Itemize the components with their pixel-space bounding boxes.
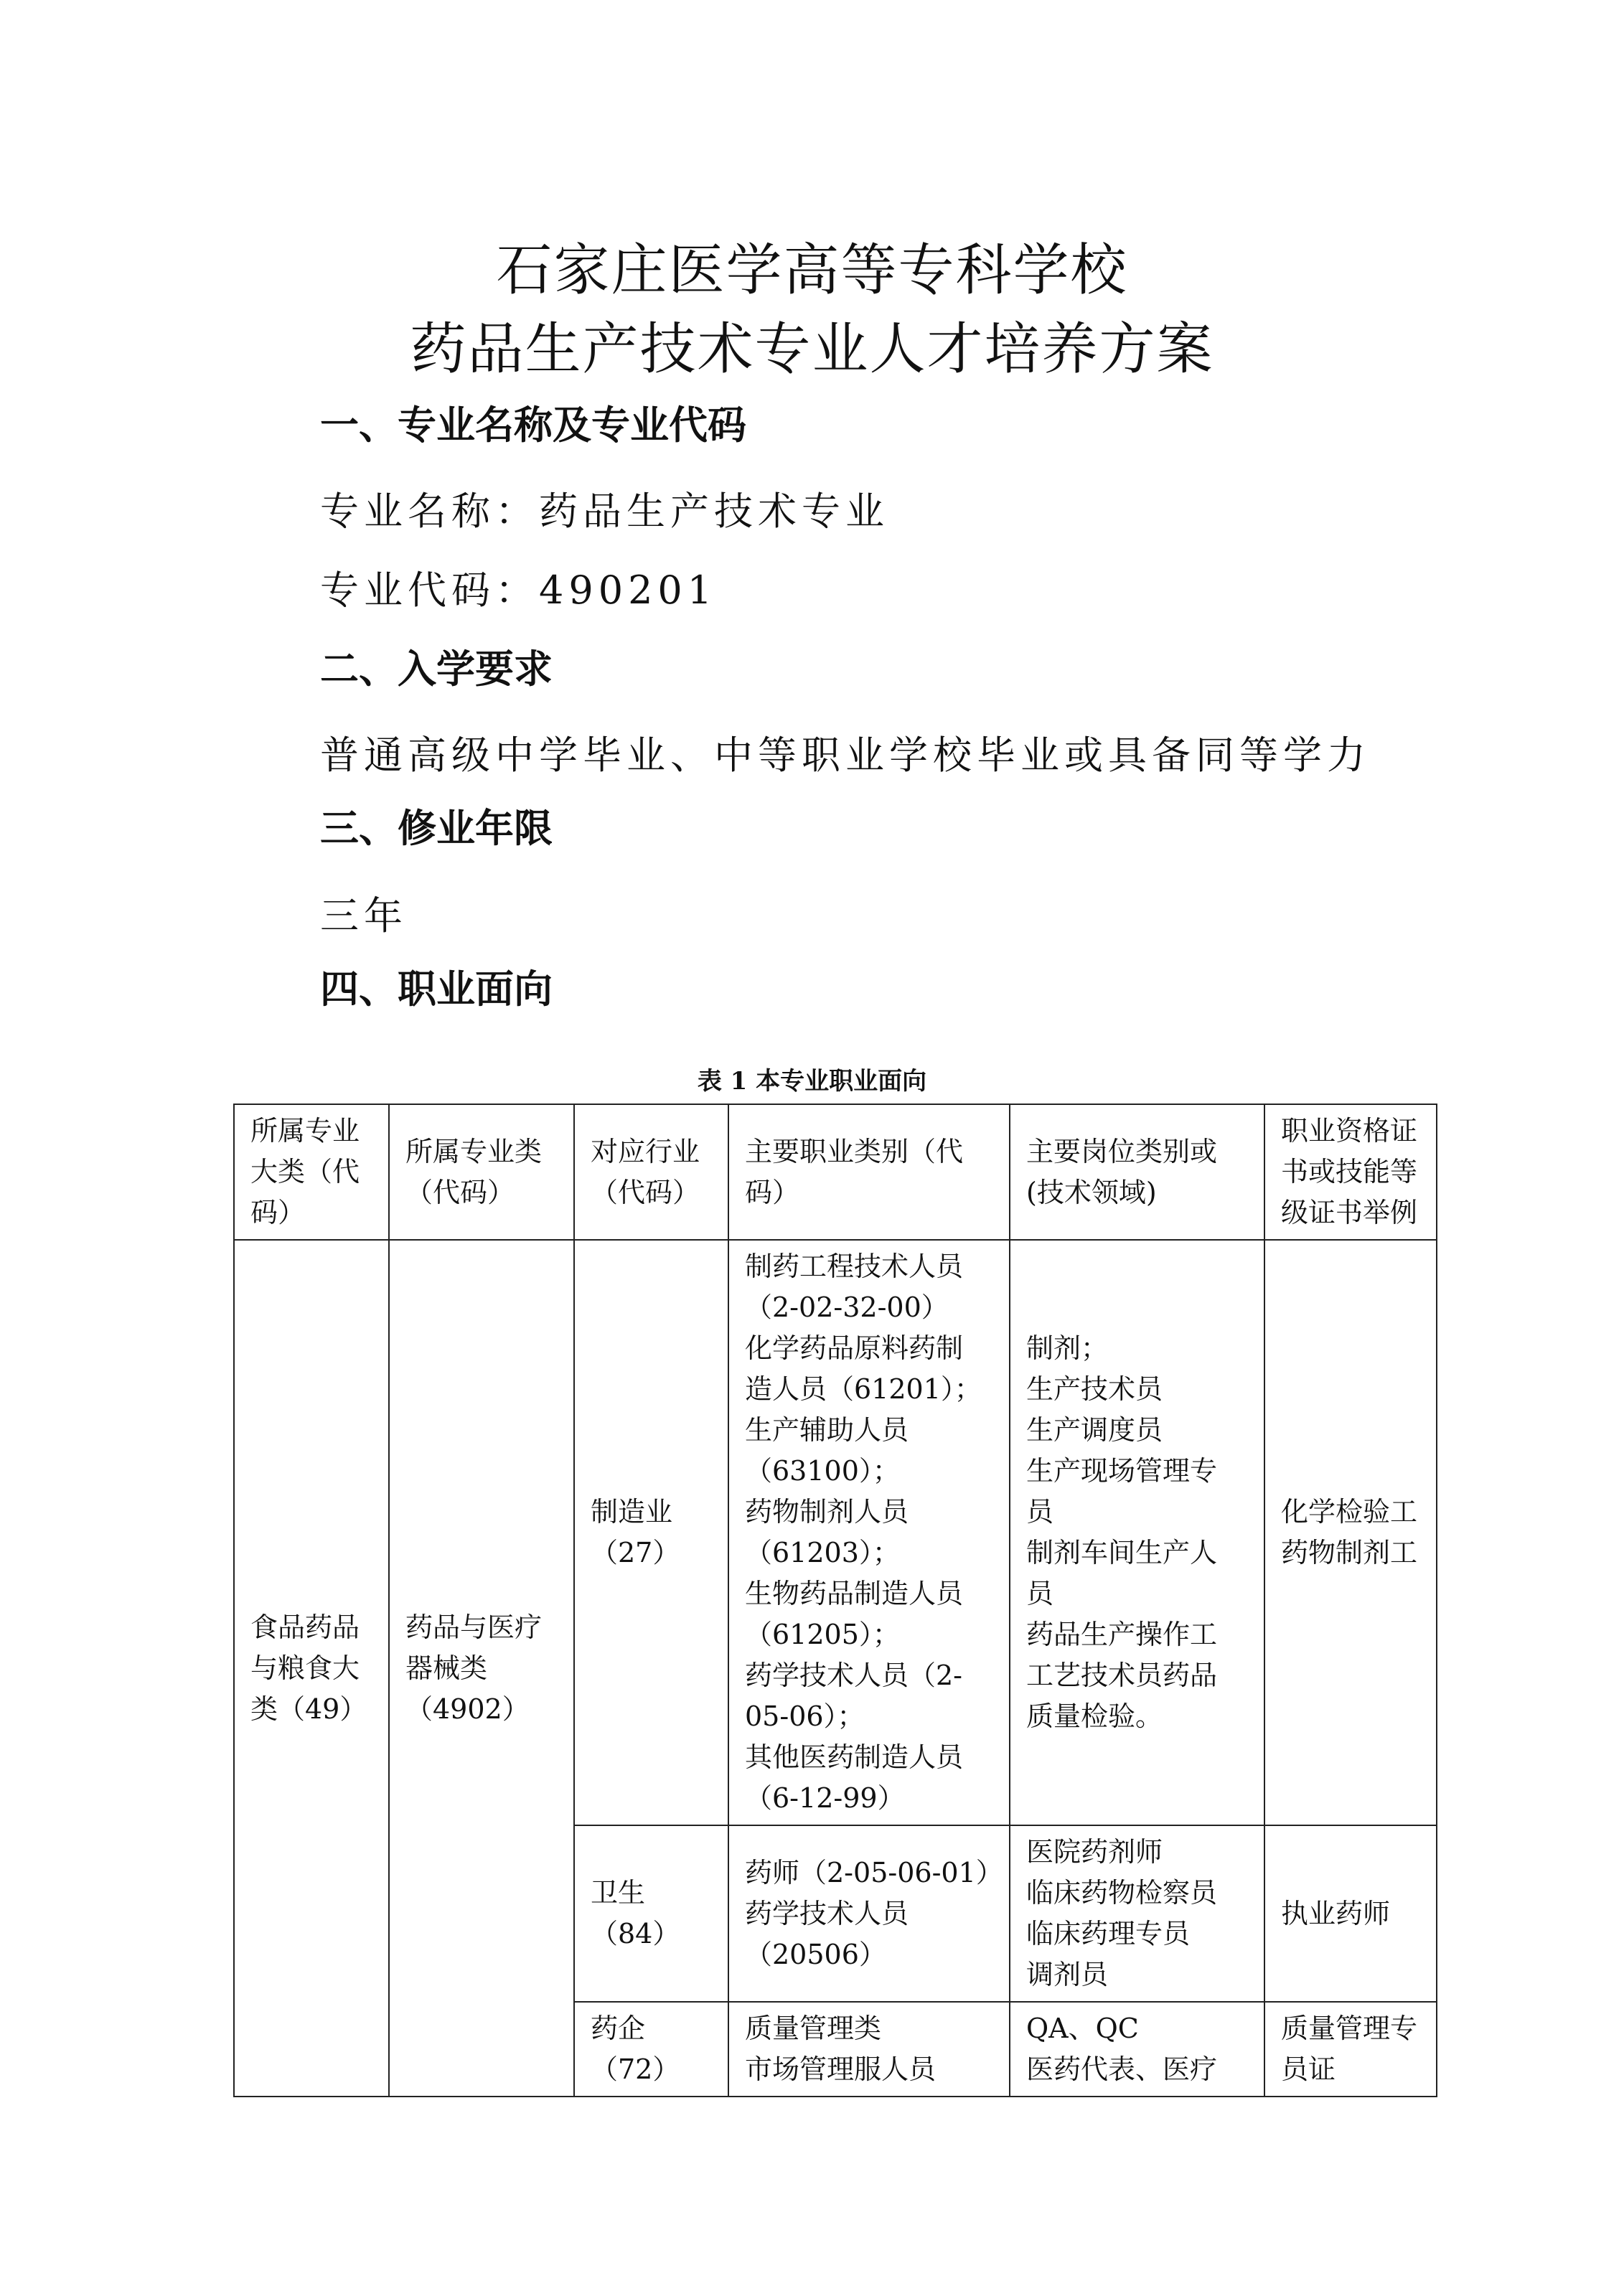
major-name-text: 专业名称：药品生产技术专业 <box>320 489 889 534</box>
table-header-row <box>234 1104 1437 1240</box>
cell-line: 药品生产操作工 <box>1026 1619 1218 1650</box>
cell-line: （63100）； <box>745 1455 900 1487</box>
major-code-text: 专业代码：490201 <box>320 568 718 613</box>
industry-cell <box>574 1825 728 2002</box>
section-heading-admission: 二、入学要求 <box>320 646 553 692</box>
certificate-cell <box>1264 1825 1437 2002</box>
cell-line: 主要职业类别（代 <box>745 1135 964 1167</box>
cell-line: 造人员（61201）； <box>745 1373 982 1405</box>
cell-line: 市场管理服人员 <box>745 2053 937 2085</box>
cell-line: 员 <box>1026 1578 1054 1609</box>
cell-line: 对应行业 <box>591 1135 700 1167</box>
cell-line: 药学技术人员（2- <box>745 1660 963 1691</box>
table-caption: 表 1 本专业职业面向 <box>697 1067 927 1096</box>
section-heading-duration: 三、修业年限 <box>320 806 553 851</box>
industry-cell <box>574 2002 728 2097</box>
cell-line: 药物制剂人员 <box>745 1496 909 1528</box>
position-cell <box>1010 1240 1264 1825</box>
cell-line: 药师（2-05-06-01） <box>745 1856 1003 1888</box>
cell-line: 化学检验工 <box>1281 1496 1418 1528</box>
header-cell <box>728 1104 1010 1240</box>
cell-line: 药物制剂工 <box>1281 1537 1418 1568</box>
cell-line: 器械类 <box>405 1652 488 1684</box>
section-heading-career: 四、职业面向 <box>320 966 553 1012</box>
cell-line: 大类（代 <box>250 1156 360 1187</box>
cell-line: 类（49） <box>250 1693 367 1725</box>
header-cell <box>389 1104 574 1240</box>
document-title-school: 石家庄医学高等专科学校 <box>496 238 1128 303</box>
cell-line: 与粮食大 <box>250 1652 360 1684</box>
cell-line: 执业药师 <box>1281 1897 1391 1929</box>
cell-line: 生产辅助人员 <box>745 1414 909 1446</box>
subcategory-cell <box>389 1240 574 2097</box>
header-cell <box>1264 1104 1437 1240</box>
cell-line: （27） <box>591 1537 680 1568</box>
occupation-cell <box>728 1825 1010 2002</box>
cell-line: 药企 <box>591 2013 646 2044</box>
position-cell <box>1010 2002 1264 2097</box>
occupation-cell <box>728 1240 1010 1825</box>
cell-line: 化学药品原料药制 <box>745 1332 964 1364</box>
cell-line: 药学技术人员 <box>745 1897 909 1929</box>
cell-line: 药品与医疗 <box>405 1611 543 1643</box>
cell-line: 其他医药制造人员 <box>745 1741 964 1773</box>
cell-line: （61203）； <box>745 1537 900 1568</box>
cell-line: 医药代表、医疗 <box>1026 2053 1218 2085</box>
cell-line: 职业资格证 <box>1281 1115 1418 1147</box>
cell-line: 生产现场管理专 <box>1026 1455 1218 1487</box>
category-cell <box>234 1240 389 2097</box>
cell-line: 工艺技术员药品 <box>1026 1660 1218 1691</box>
cell-line: （61205）； <box>745 1619 900 1650</box>
cell-line: 员证 <box>1281 2053 1336 2085</box>
industry-cell <box>574 1240 728 1825</box>
admission-text: 普通高级中学毕业、中等职业学校毕业或具备同等学力 <box>320 733 1371 778</box>
cell-line: 生产调度员 <box>1026 1414 1163 1446</box>
certificate-cell <box>1264 2002 1437 2097</box>
cell-line: 临床药物检察员 <box>1026 1877 1218 1909</box>
cell-line: （4902） <box>405 1693 530 1725</box>
cell-line: （20506） <box>745 1938 886 1970</box>
cell-line: 主要岗位类别或 <box>1026 1135 1218 1167</box>
cell-line: （84） <box>591 1918 680 1949</box>
cell-line: （2-02-32-00） <box>745 1292 949 1323</box>
cell-line: 调剂员 <box>1026 1959 1109 1990</box>
cell-line: 临床药理专员 <box>1026 1918 1191 1949</box>
cell-line: 书或技能等 <box>1281 1156 1418 1187</box>
duration-text: 三年 <box>320 893 408 938</box>
career-orientation-table <box>233 1104 1437 2097</box>
cell-line: QA、QC <box>1026 2013 1139 2044</box>
cell-line: （代码） <box>405 1176 515 1208</box>
cell-line: （代码） <box>591 1176 700 1208</box>
cell-line: 卫生 <box>591 1877 646 1909</box>
cell-line: 码） <box>250 1197 306 1228</box>
header-cell <box>234 1104 389 1240</box>
cell-line: 制剂车间生产人 <box>1026 1537 1218 1568</box>
position-cell <box>1010 1825 1264 2002</box>
cell-line: 生产技术员 <box>1026 1373 1163 1405</box>
cell-line: 制剂； <box>1026 1332 1109 1364</box>
table-row <box>234 1240 1437 1825</box>
cell-line: 生物药品制造人员 <box>745 1578 964 1609</box>
cell-line: 级证书举例 <box>1281 1197 1418 1228</box>
cell-line: 05-06）； <box>745 1700 865 1732</box>
cell-line: 码） <box>745 1176 800 1208</box>
header-cell <box>1010 1104 1264 1240</box>
cell-line: 质量检验。 <box>1026 1700 1163 1732</box>
cell-line: 食品药品 <box>250 1611 360 1643</box>
cell-line: 员 <box>1026 1496 1054 1528</box>
cell-line: 制药工程技术人员 <box>745 1251 964 1282</box>
cell-line: 质量管理专 <box>1281 2013 1418 2044</box>
cell-line: （72） <box>591 2053 680 2085</box>
document-title-program: 药品生产技术专业人才培养方案 <box>410 317 1214 382</box>
certificate-cell <box>1264 1240 1437 1825</box>
occupation-cell <box>728 2002 1010 2097</box>
cell-line: 所属专业 <box>250 1115 360 1147</box>
header-cell <box>574 1104 728 1240</box>
cell-line: 质量管理类 <box>745 2013 882 2044</box>
cell-line: 医院药剂师 <box>1026 1836 1163 1868</box>
cell-line: （6-12-99） <box>745 1782 905 1814</box>
cell-line: 制造业 <box>591 1496 673 1528</box>
section-heading-major: 一、专业名称及专业代码 <box>320 403 746 448</box>
cell-line: 所属专业类 <box>405 1135 543 1167</box>
cell-line: (技术领域) <box>1026 1176 1157 1208</box>
